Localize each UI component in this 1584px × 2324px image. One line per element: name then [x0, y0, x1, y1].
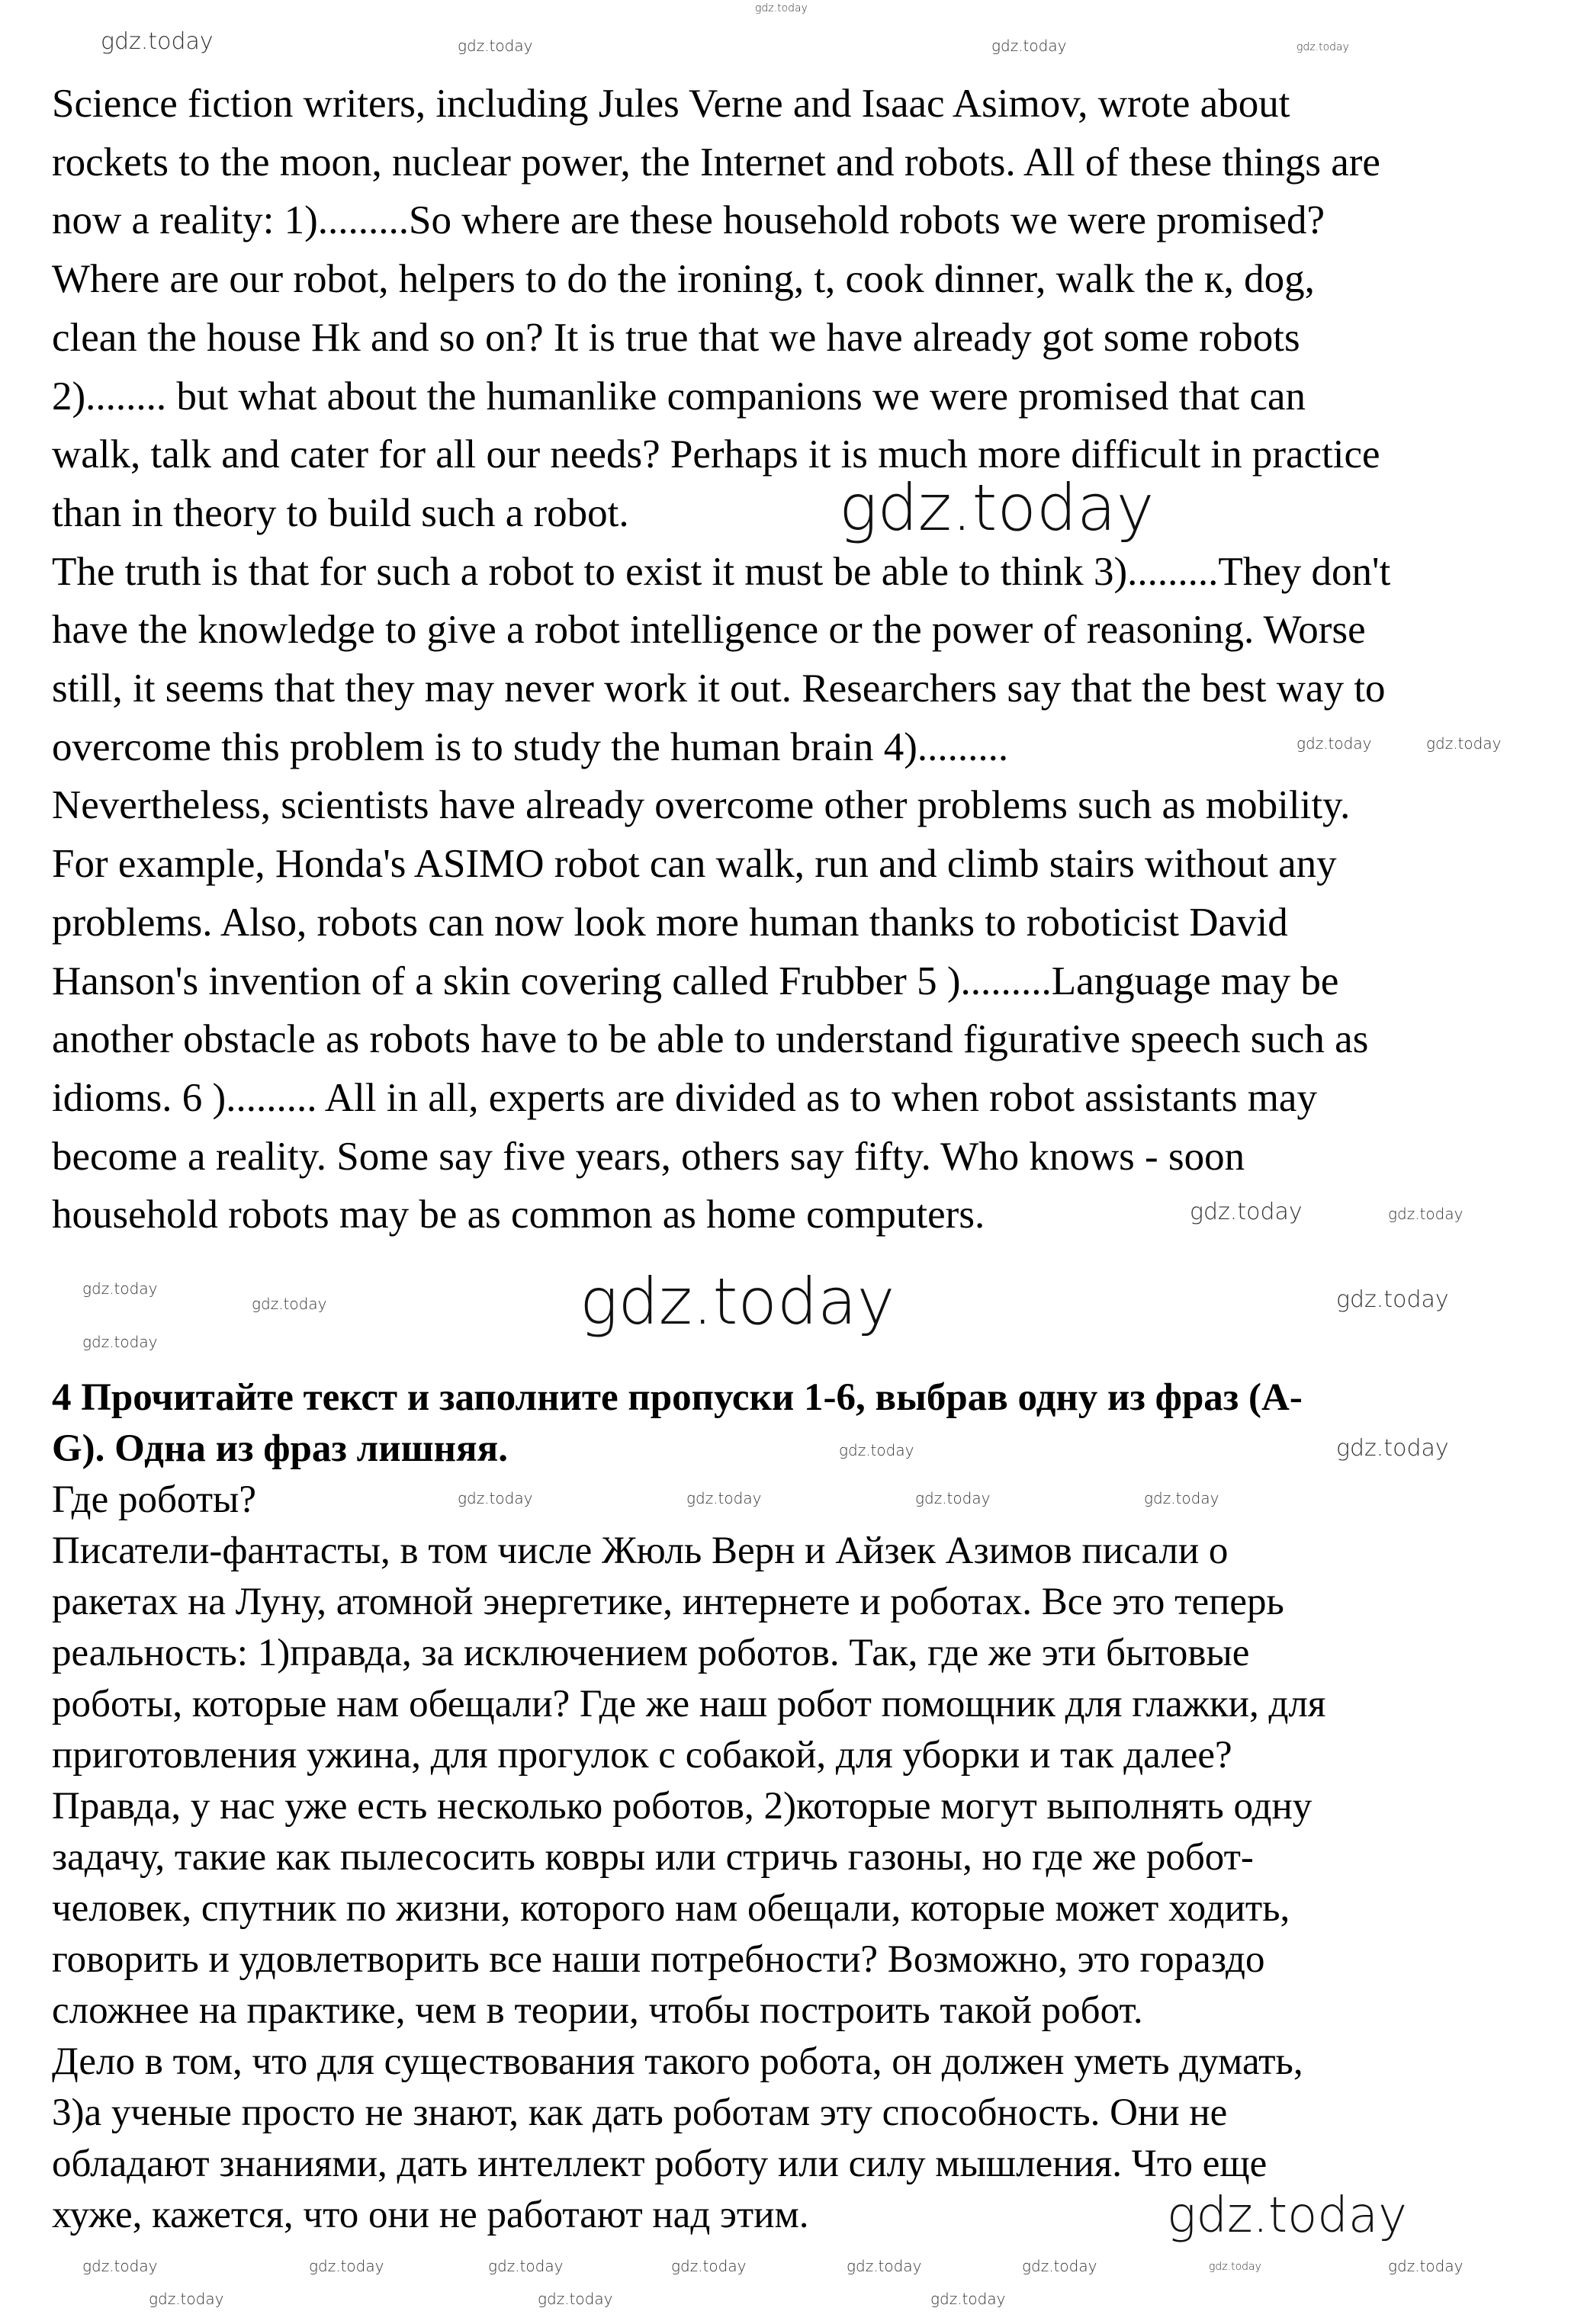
text-line: clean the house Hk and so on? It is true that we have already got some robots: [52, 315, 1300, 360]
text-line: another obstacle as robots have to be able to understand figurative speech such as: [52, 1017, 1369, 1062]
text-line: Nevertheless, scientists have already overcome other problems such as mobility.: [52, 783, 1351, 828]
text-line: The truth is that for such a robot to exist it must be able to think 3).........They don't: [52, 549, 1391, 594]
text-line: household robots may be as common as home computers.: [52, 1192, 985, 1237]
text-line: обладают знаниями, дать интеллект роботу или силу мышления. Что еще: [52, 2143, 1268, 2185]
text-line: walk, talk and cater for all our needs? Perhaps it is much more difficult in practice: [52, 432, 1380, 477]
watermark: gdz.today: [149, 2290, 224, 2308]
watermark: gdz.today: [915, 1489, 991, 1507]
watermark: gdz.today: [458, 1489, 533, 1507]
watermark: gdz.today: [1296, 41, 1349, 53]
text-line: хуже, кажется, что они не работают над этим.: [52, 2194, 809, 2236]
watermark: gdz.today: [1336, 1435, 1449, 1462]
text-line: 3)а ученые просто не знают, как дать роботам эту способность. Они не: [52, 2091, 1228, 2134]
text-line: idioms. 6 )......... All in all, experts are divided as to when robot assistants may: [52, 1075, 1317, 1120]
text-line: Where are our robot, helpers to do the ironing, t, cook dinner, walk the к, dog,: [52, 257, 1315, 302]
text-line: Правда, у нас уже есть несколько роботов, 2)которые могут выполнять одну: [52, 1785, 1313, 1828]
watermark: gdz.today: [1022, 2257, 1097, 2275]
watermark-large: gdz.today: [839, 470, 1155, 545]
watermark: gdz.today: [309, 2257, 384, 2275]
watermark: gdz.today: [1426, 734, 1502, 753]
watermark: gdz.today: [1144, 1489, 1219, 1507]
watermark: gdz.today: [839, 1441, 914, 1459]
text-line: говорить и удовлетворить все наши потребности? Возможно, это гораздо: [52, 1938, 1265, 1981]
text-line: have the knowledge to give a robot intelligence or the power of reasoning. Worse: [52, 608, 1366, 653]
text-line: Hanson's invention of a skin covering called Frubber 5 ).........Language may be: [52, 958, 1339, 1003]
text-line: человек, спутник по жизни, которого нам обещали, которые может ходить,: [52, 1887, 1290, 1930]
watermark: gdz.today: [82, 1333, 158, 1351]
watermark-large: gdz.today: [1167, 2188, 1407, 2244]
text-line: become a reality. Some say five years, others say fifty. Who knows - soon: [52, 1134, 1245, 1179]
text-line: For example, Honda's ASIMO robot can walk, run and climb stairs without any: [52, 842, 1337, 887]
text-line: Дело в том, что для существования такого робота, он должен уметь думать,: [52, 2040, 1303, 2083]
watermark: gdz.today: [458, 37, 533, 55]
watermark: gdz.today: [82, 1279, 158, 1298]
text-line: rockets to the moon, nuclear power, the Internet and robots. All of these things are: [52, 140, 1380, 185]
watermark: gdz.today: [1388, 2257, 1464, 2275]
watermark: gdz.today: [671, 2257, 747, 2275]
watermark: gdz.today: [488, 2257, 564, 2275]
watermark: gdz.today: [1388, 1205, 1464, 1223]
watermark: gdz.today: [930, 2290, 1006, 2308]
watermark: gdz.today: [1336, 1286, 1449, 1313]
text-line: ракетах на Луну, атомной энергетике, интернете и роботах. Все это теперь: [52, 1581, 1284, 1623]
text-line: Писатели-фантасты, в том числе Жюль Верн и Айзек Азимов писали о: [52, 1530, 1229, 1572]
text-line: задачу, такие как пылесосить ковры или стричь газоны, но где же робот-: [52, 1836, 1254, 1879]
passage-title: Где роботы?: [52, 1478, 256, 1521]
watermark: gdz.today: [538, 2290, 613, 2308]
watermark: gdz.today: [847, 2257, 922, 2275]
task-heading: 4 Прочитайте текст и заполните пропуски 1-6, выбрав одну из фраз (А-: [52, 1376, 1303, 1419]
text-line: роботы, которые нам обещали? Где же наш робот помощник для глажки, для: [52, 1683, 1326, 1725]
watermark: gdz.today: [82, 2257, 158, 2275]
watermark: gdz.today: [1209, 2261, 1261, 2273]
text-line: приготовления ужина, для прогулок с собакой, для уборки и так далее?: [52, 1734, 1232, 1777]
watermark: gdz.today: [991, 37, 1067, 55]
watermark: gdz.today: [101, 28, 214, 55]
text-line: 2)........ but what about the humanlike companions we were promised that can: [52, 374, 1306, 419]
task-heading: G). Одна из фраз лишняя.: [52, 1427, 508, 1470]
watermark: gdz.today: [755, 2, 808, 14]
text-line: сложнее на практике, чем в теории, чтобы построить такой робот.: [52, 1989, 1143, 2032]
watermark: gdz.today: [1296, 734, 1372, 753]
text-line: now a reality: 1).........So where are these household robots we were promised?: [52, 198, 1325, 243]
watermark: gdz.today: [252, 1295, 327, 1313]
text-line: реальность: 1)правда, за исключением роботов. Так, где же эти бытовые: [52, 1632, 1250, 1674]
text-line: than in theory to build such a robot.: [52, 490, 629, 535]
text-line: problems. Also, robots can now look more human thanks to roboticist David: [52, 900, 1288, 945]
watermark-large: gdz.today: [580, 1264, 895, 1339]
text-line: still, it seems that they may never work it out. Researchers say that the best way to: [52, 666, 1386, 711]
watermark: gdz.today: [686, 1489, 762, 1507]
text-line: Science fiction writers, including Jules Verne and Isaac Asimov, wrote about: [52, 82, 1290, 126]
text-line: overcome this problem is to study the human brain 4).........: [52, 724, 1009, 769]
english-passage: [52, 75, 1390, 1244]
watermark: gdz.today: [1190, 1199, 1303, 1225]
